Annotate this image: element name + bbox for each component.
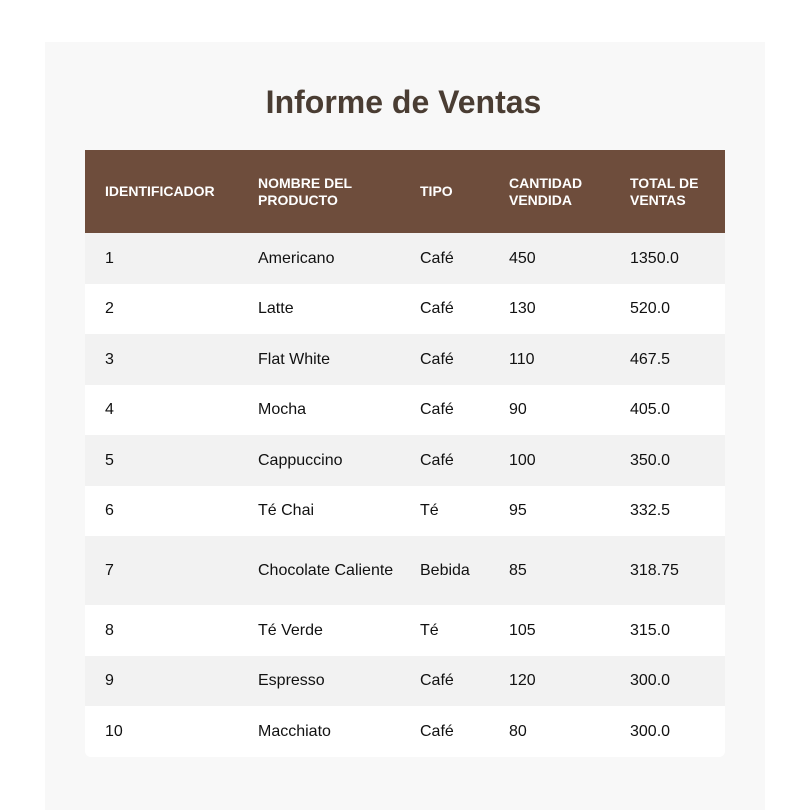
- cell-id: 8: [85, 605, 238, 656]
- cell-type: Café: [400, 435, 489, 486]
- cell-type: Café: [400, 656, 489, 707]
- cell-id: 7: [85, 536, 238, 605]
- cell-total: 300.0: [610, 706, 725, 757]
- cell-quantity: 85: [489, 536, 610, 605]
- cell-quantity: 95: [489, 486, 610, 537]
- cell-id: 6: [85, 486, 238, 537]
- cell-type: Té: [400, 605, 489, 656]
- cell-product-name: Mocha: [238, 385, 400, 436]
- column-header-product-name: NOMBRE DEL PRODUCTO: [238, 150, 400, 233]
- column-header-total: TOTAL DE VENTAS: [610, 150, 725, 233]
- cell-quantity: 80: [489, 706, 610, 757]
- table-row: [85, 233, 725, 284]
- cell-total: 350.0: [610, 435, 725, 486]
- sales-table: [85, 150, 725, 757]
- table-row: [85, 605, 725, 656]
- cell-product-name: Té Verde: [238, 605, 400, 656]
- cell-total: 467.5: [610, 334, 725, 385]
- page-title: Informe de Ventas: [265, 84, 542, 120]
- cell-id: 3: [85, 334, 238, 385]
- cell-total: 332.5: [610, 486, 725, 537]
- cell-quantity: 100: [489, 435, 610, 486]
- table-row: [85, 284, 725, 335]
- column-header-quantity: CANTIDAD VENDIDA: [489, 150, 610, 233]
- cell-product-name: Flat White: [238, 334, 400, 385]
- cell-quantity: 130: [489, 284, 610, 335]
- cell-quantity: 90: [489, 385, 610, 436]
- cell-id: 1: [85, 233, 238, 284]
- cell-total: 520.0: [610, 284, 725, 335]
- cell-quantity: 105: [489, 605, 610, 656]
- cell-id: 10: [85, 706, 238, 757]
- cell-product-name: Latte: [238, 284, 400, 335]
- cell-total: 1350.0: [610, 233, 725, 284]
- cell-product-name: Espresso: [238, 656, 400, 707]
- table-row: [85, 334, 725, 385]
- cell-id: 5: [85, 435, 238, 486]
- cell-product-name: Macchiato: [238, 706, 400, 757]
- column-header-id: IDENTIFICADOR: [85, 150, 238, 233]
- cell-product-name: Americano: [238, 233, 400, 284]
- cell-type: Café: [400, 334, 489, 385]
- table-row: [85, 385, 725, 436]
- table-row: [85, 706, 725, 757]
- table-row: [85, 435, 725, 486]
- cell-product-name: Cappuccino: [238, 435, 400, 486]
- cell-total: 318.75: [610, 536, 725, 605]
- cell-type: Café: [400, 706, 489, 757]
- cell-total: 405.0: [610, 385, 725, 436]
- table-row: [85, 656, 725, 707]
- cell-type: Café: [400, 385, 489, 436]
- table-row: [85, 536, 725, 605]
- cell-id: 2: [85, 284, 238, 335]
- cell-type: Café: [400, 233, 489, 284]
- cell-total: 300.0: [610, 656, 725, 707]
- cell-total: 315.0: [610, 605, 725, 656]
- cell-id: 4: [85, 385, 238, 436]
- cell-type: Té: [400, 486, 489, 537]
- cell-quantity: 450: [489, 233, 610, 284]
- cell-type: Café: [400, 284, 489, 335]
- cell-product-name: Té Chai: [238, 486, 400, 537]
- cell-type: Bebida: [400, 536, 489, 605]
- table-header-row: [85, 150, 725, 233]
- cell-id: 9: [85, 656, 238, 707]
- column-header-type: TIPO: [400, 150, 489, 233]
- cell-product-name: Chocolate Caliente: [238, 536, 400, 605]
- cell-quantity: 110: [489, 334, 610, 385]
- cell-quantity: 120: [489, 656, 610, 707]
- table-row: [85, 486, 725, 537]
